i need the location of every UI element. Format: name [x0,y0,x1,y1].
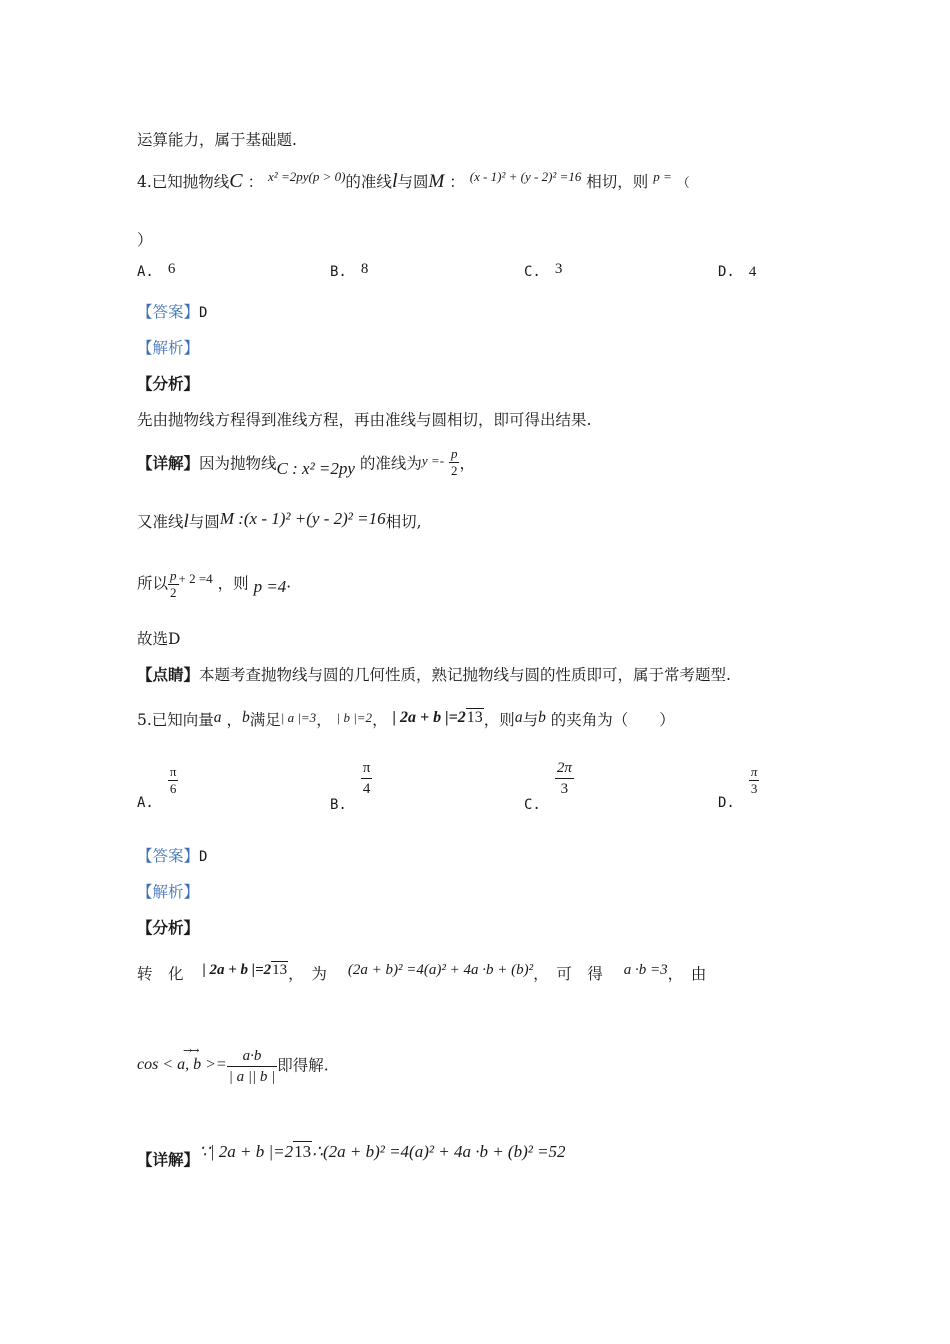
q5-fenxi-eq1b: 13 [272,962,288,978]
q4-line3-a: 所以 [137,574,169,593]
q4-frac-den: 2 [450,463,458,478]
q4-option-a-value: 6 [167,261,176,277]
q4-option-c [524,261,563,281]
q4-line2-c: 相切, [385,513,422,531]
q5-stem-b: 满足 [249,711,281,729]
q4-detail-frac [449,446,460,479]
q4-option-a [137,261,176,281]
q5-option-d [718,764,759,811]
q4-line3-rest: + 2 =4 [178,570,213,586]
q4-detail-line3 [137,568,291,601]
q4-line3-frac [168,568,179,601]
q4-paren-close: ） [137,231,153,249]
q4-option-a-label: A. [137,264,154,280]
q5-detail-eq-b: 13 [294,1142,312,1161]
q5-option-b-den: 4 [361,778,373,799]
q4-paren-open: （ [676,176,690,191]
q4-line2-b: 与圆 [188,513,220,531]
q4-line2-a: 又准线 [137,513,184,531]
q5-c3b: 13 [466,709,483,726]
q4-option-b [330,261,369,281]
q5-b: b [242,709,250,726]
q5-sep1: ， [226,711,242,729]
q5-fenxi-c: ， 可 得 [533,965,603,983]
intro-tail: 运算能力，属于基础题. [137,131,297,149]
q5-option-d-num: π [750,764,758,779]
q5-fenxi-d: ， 由 [667,965,707,983]
q4-colon2: ： [449,173,465,191]
q5-fenxi-tag: 【分析】 [137,918,200,937]
q4-detail-line2 [137,510,422,533]
q5-option-c [524,758,574,813]
q4-choose: 故选D [137,630,181,648]
q5-option-d-frac [749,764,760,797]
q4-parabola: x² =2py(p > 0) [268,169,346,184]
q5-a: a [213,709,222,726]
q5-detail-tag: 【详解】 [137,1150,200,1169]
q4-answer-tag: 【答案】 [137,303,200,321]
q5-option-b [330,758,372,813]
q5-stem-d: 与 [522,711,539,729]
q4-stem-c: 与圆 [397,173,429,191]
q5-fenxi-b: ， 为 [288,965,327,983]
q5-fenxi-eq1a: | 2a + b |=2 [202,962,272,978]
q5-detail-eq-a: ∵| 2a + b |=2 [199,1142,294,1161]
q4-option-d-label: D. [718,264,735,280]
q4-circle: (x - 1)² + (y - 2)² =16 [469,169,582,184]
q4-C: C [229,170,243,192]
q5-option-d-den: 3 [749,780,760,797]
q5-fenxi-eq3: a ·b =3 [623,962,668,978]
q5-answer-line [137,844,207,866]
q4-M: M [428,171,445,192]
q5-fenxi-eq2: (2a + b)² =4(a)² + 4a ·b + (b)² [347,962,534,978]
q5-c3a: | 2a + b |=2 [392,709,466,726]
q5-option-a [137,764,178,811]
q5-analysis-tag: 【解析】 [137,883,200,901]
q4-line3-eq: p =4· [253,576,291,596]
q5-sep3: ， [372,711,388,729]
q4-answer: D [199,305,208,321]
q5-option-c-num: 2π [556,760,572,776]
q5-option-c-frac [555,758,574,799]
q4-line3-frac-num: p [170,568,177,583]
q4-detail-b: 的准线为 [359,454,422,473]
q4-fenxi-text: 先由抛物线方程得到准线方程，再由准线与圆相切，即可得出结果. [137,411,592,429]
q5-stem-a: 5.已知向量 [137,711,214,729]
q4-l: l [391,170,398,192]
q5-option-b-num: π [362,760,371,776]
q4-option-d [718,264,756,281]
q5-a2: a [514,709,523,726]
q5-option-a-den: 6 [168,780,179,797]
q5-cos-num: a·b [242,1048,262,1064]
q5-b2: b [538,709,546,726]
q5-stem [137,708,675,730]
q4-stem-b: 的准线 [345,173,392,191]
q5-stem-c: ，则 [483,711,515,729]
q5-cos-tail: 即得解. [277,1056,329,1075]
q5-detail-line [137,1140,566,1169]
q4-option-b-label: B. [330,264,347,280]
q5-cos-den: | a || b | [227,1066,278,1087]
q4-detail-tag: 【详解】 [137,453,200,473]
q5-option-a-label: A. [137,794,154,811]
q4-detail-eq: C : x² =2py [276,458,355,478]
q5-answer: D [199,849,208,865]
q5-detail-eq-c: ∴(2a + b)² =4(a)² + 4a ·b + (b)² =52 [312,1142,566,1161]
q4-dianjing [137,663,731,685]
q5-fenxi-line [137,962,706,984]
q5-stem-e: 的夹角为（ ） [550,711,675,729]
q4-detail-comma: ， [459,454,475,473]
q4-line3-frac-den: 2 [170,585,177,600]
q5-cos-frac [227,1046,278,1087]
q4-option-b-value: 8 [360,261,369,277]
q5-option-c-den: 3 [555,778,574,799]
q4-colon: ： [247,173,264,191]
q5-c2: | b |=2 [336,710,373,725]
q5-fenxi-a: 转 化 [137,965,184,983]
q5-option-b-label: B. [330,796,347,813]
q4-line3-b: ，则 [217,574,249,593]
q4-dianjing-text: 本题考查抛物线与圆的几何性质，熟记抛物线与圆的性质即可，属于常考题型. [199,666,731,684]
q4-analysis-tag: 【解析】 [137,339,200,357]
q4-stem-a: 4.已知抛物线 [137,173,230,191]
q4-line2-eq: M :(x - 1)² +(y - 2)² =16 [219,509,386,528]
q4-option-c-label: C. [524,264,541,280]
q4-line2-l: l [183,511,189,532]
q5-cos-line [137,1046,329,1087]
q4-stem [137,170,690,193]
q4-dianjing-tag: 【点睛】 [137,665,200,684]
q4-frac-num: p [450,446,458,461]
q4-stem-d: 相切，则 [586,173,649,191]
q5-option-a-frac [168,764,179,797]
q4-fenxi-tag: 【分析】 [137,374,200,393]
q4-p-eq: p = [653,169,672,184]
q4-detail-line1 [137,448,475,481]
q4-option-c-value: 3 [554,261,563,277]
vector-arrows-icon: →→ [183,1044,198,1057]
q5-option-c-label: C. [524,796,541,813]
q4-option-d-value: 4 [748,264,757,280]
q5-c1: | a |=3 [280,710,317,725]
q5-option-b-frac [361,758,373,799]
q5-option-a-num: π [169,764,177,779]
q5-sep2: ， [316,711,332,729]
q5-option-d-label: D. [718,794,735,811]
q5-cos-lhs: cos < a, b >= [137,1055,227,1073]
q5-answer-tag: 【答案】 [137,847,200,865]
q4-detail-y: y =- [421,452,445,468]
q4-detail-a: 因为抛物线 [199,454,277,473]
q4-answer-line [137,300,207,322]
